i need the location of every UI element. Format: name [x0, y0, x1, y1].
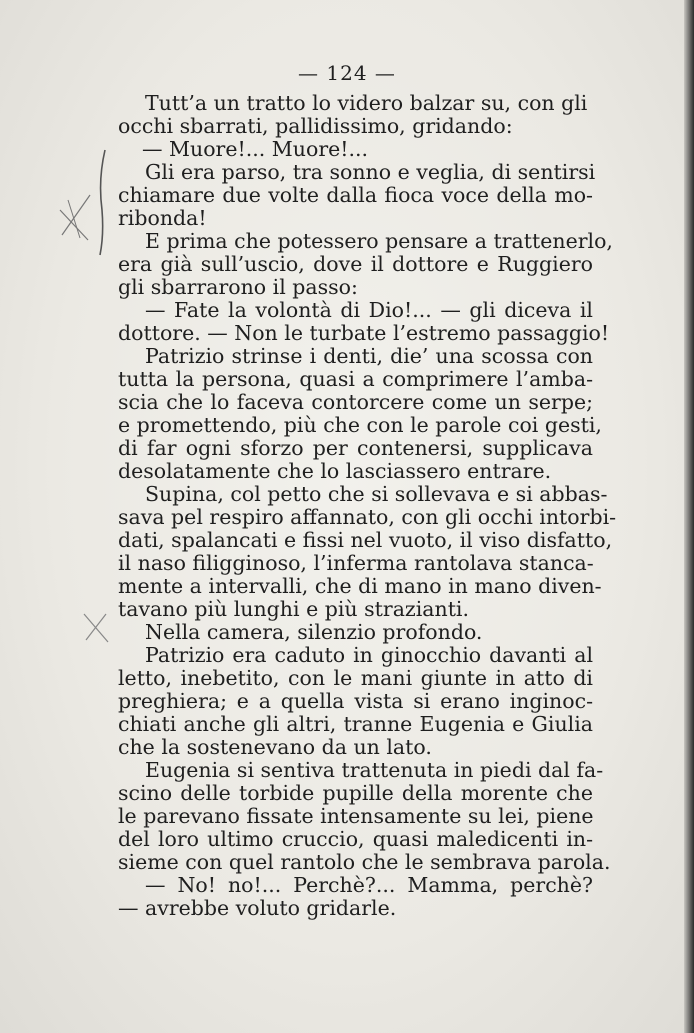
- text-line: letto, inebetito, con le mani giunte in atto di: [118, 666, 593, 690]
- text-line: che la sostenevano da un lato.: [118, 735, 432, 759]
- text-line: Tutt’a un tratto lo videro balzar su, con gli: [145, 91, 588, 115]
- text-line: tavano più lunghi e più strazianti.: [118, 597, 470, 621]
- text-line: Supina, col petto che si sollevava e si abbas-: [145, 482, 608, 506]
- text-line: dati, spalancati e fissi nel vuoto, il viso disfatto,: [118, 528, 613, 552]
- text-line: Gli era parso, tra sonno e veglia, di sentirsi: [145, 160, 596, 184]
- text-line: — Fate la volontà di Dio!... — gli diceva il: [145, 298, 593, 322]
- margin-cross-mark: [78, 608, 118, 648]
- page-number: — 124 —: [298, 61, 396, 85]
- text-line: sava pel respiro affannato, con gli occhi intorbi-: [118, 505, 617, 529]
- text-line: Patrizio era caduto in ginocchio davanti al: [145, 643, 593, 667]
- text-line: le parevano fissate intensamente su lei, piene: [118, 804, 594, 828]
- text-line: preghiera; e a quella vista si erano inginoc-: [118, 689, 593, 713]
- text-line: chiati anche gli altri, tranne Eugenia e Giulia: [118, 712, 593, 736]
- text-line: dottore. — Non le turbate l’estremo passaggio!: [118, 321, 610, 345]
- text-line: era già sull’uscio, dove il dottore e Ruggiero: [118, 252, 593, 276]
- text-line: — No! no!... Perchè?... Mamma, perchè?: [145, 873, 593, 897]
- text-line: gli sbarrarono il passo:: [118, 275, 358, 299]
- text-line: del loro ultimo cruccio, quasi maledicenti in-: [118, 827, 593, 851]
- text-line: — avrebbe voluto gridarle.: [118, 896, 397, 920]
- text-line: ribonda!: [118, 206, 207, 230]
- text-line: scino delle torbide pupille della morente che: [118, 781, 593, 805]
- page-edge-shadow: [684, 0, 694, 1033]
- text-line: — Muore!... Muore!...: [142, 137, 369, 161]
- text-line: sieme con quel rantolo che le sembrava parola.: [118, 850, 611, 874]
- text-line: occhi sbarrati, pallidissimo, gridando:: [118, 114, 513, 138]
- text-line: il naso filigginoso, l’inferma rantolava stanca-: [118, 551, 594, 575]
- text-line: di far ogni sforzo per contenersi, supplicava: [118, 436, 593, 460]
- text-line: Eugenia si sentiva trattenuta in piedi dal fa-: [145, 758, 604, 782]
- text-line: tutta la persona, quasi a comprimere l’amba-: [118, 367, 593, 391]
- margin-pencil-mark: [50, 140, 120, 260]
- text-line: e promettendo, più che con le parole coi gesti,: [118, 413, 602, 437]
- text-line: mente a intervalli, che di mano in mano diven-: [118, 574, 602, 598]
- text-line: Nella camera, silenzio profondo.: [145, 620, 483, 644]
- text-line: Patrizio strinse i denti, die’ una scossa con: [145, 344, 593, 368]
- text-line: scia che lo faceva contorcere come un serpe;: [118, 390, 593, 414]
- text-line: chiamare due volte dalla fioca voce della mo-: [118, 183, 593, 207]
- text-line: desolatamente che lo lasciassero entrare.: [118, 459, 552, 483]
- text-line: E prima che potessero pensare a trattenerlo,: [145, 229, 613, 253]
